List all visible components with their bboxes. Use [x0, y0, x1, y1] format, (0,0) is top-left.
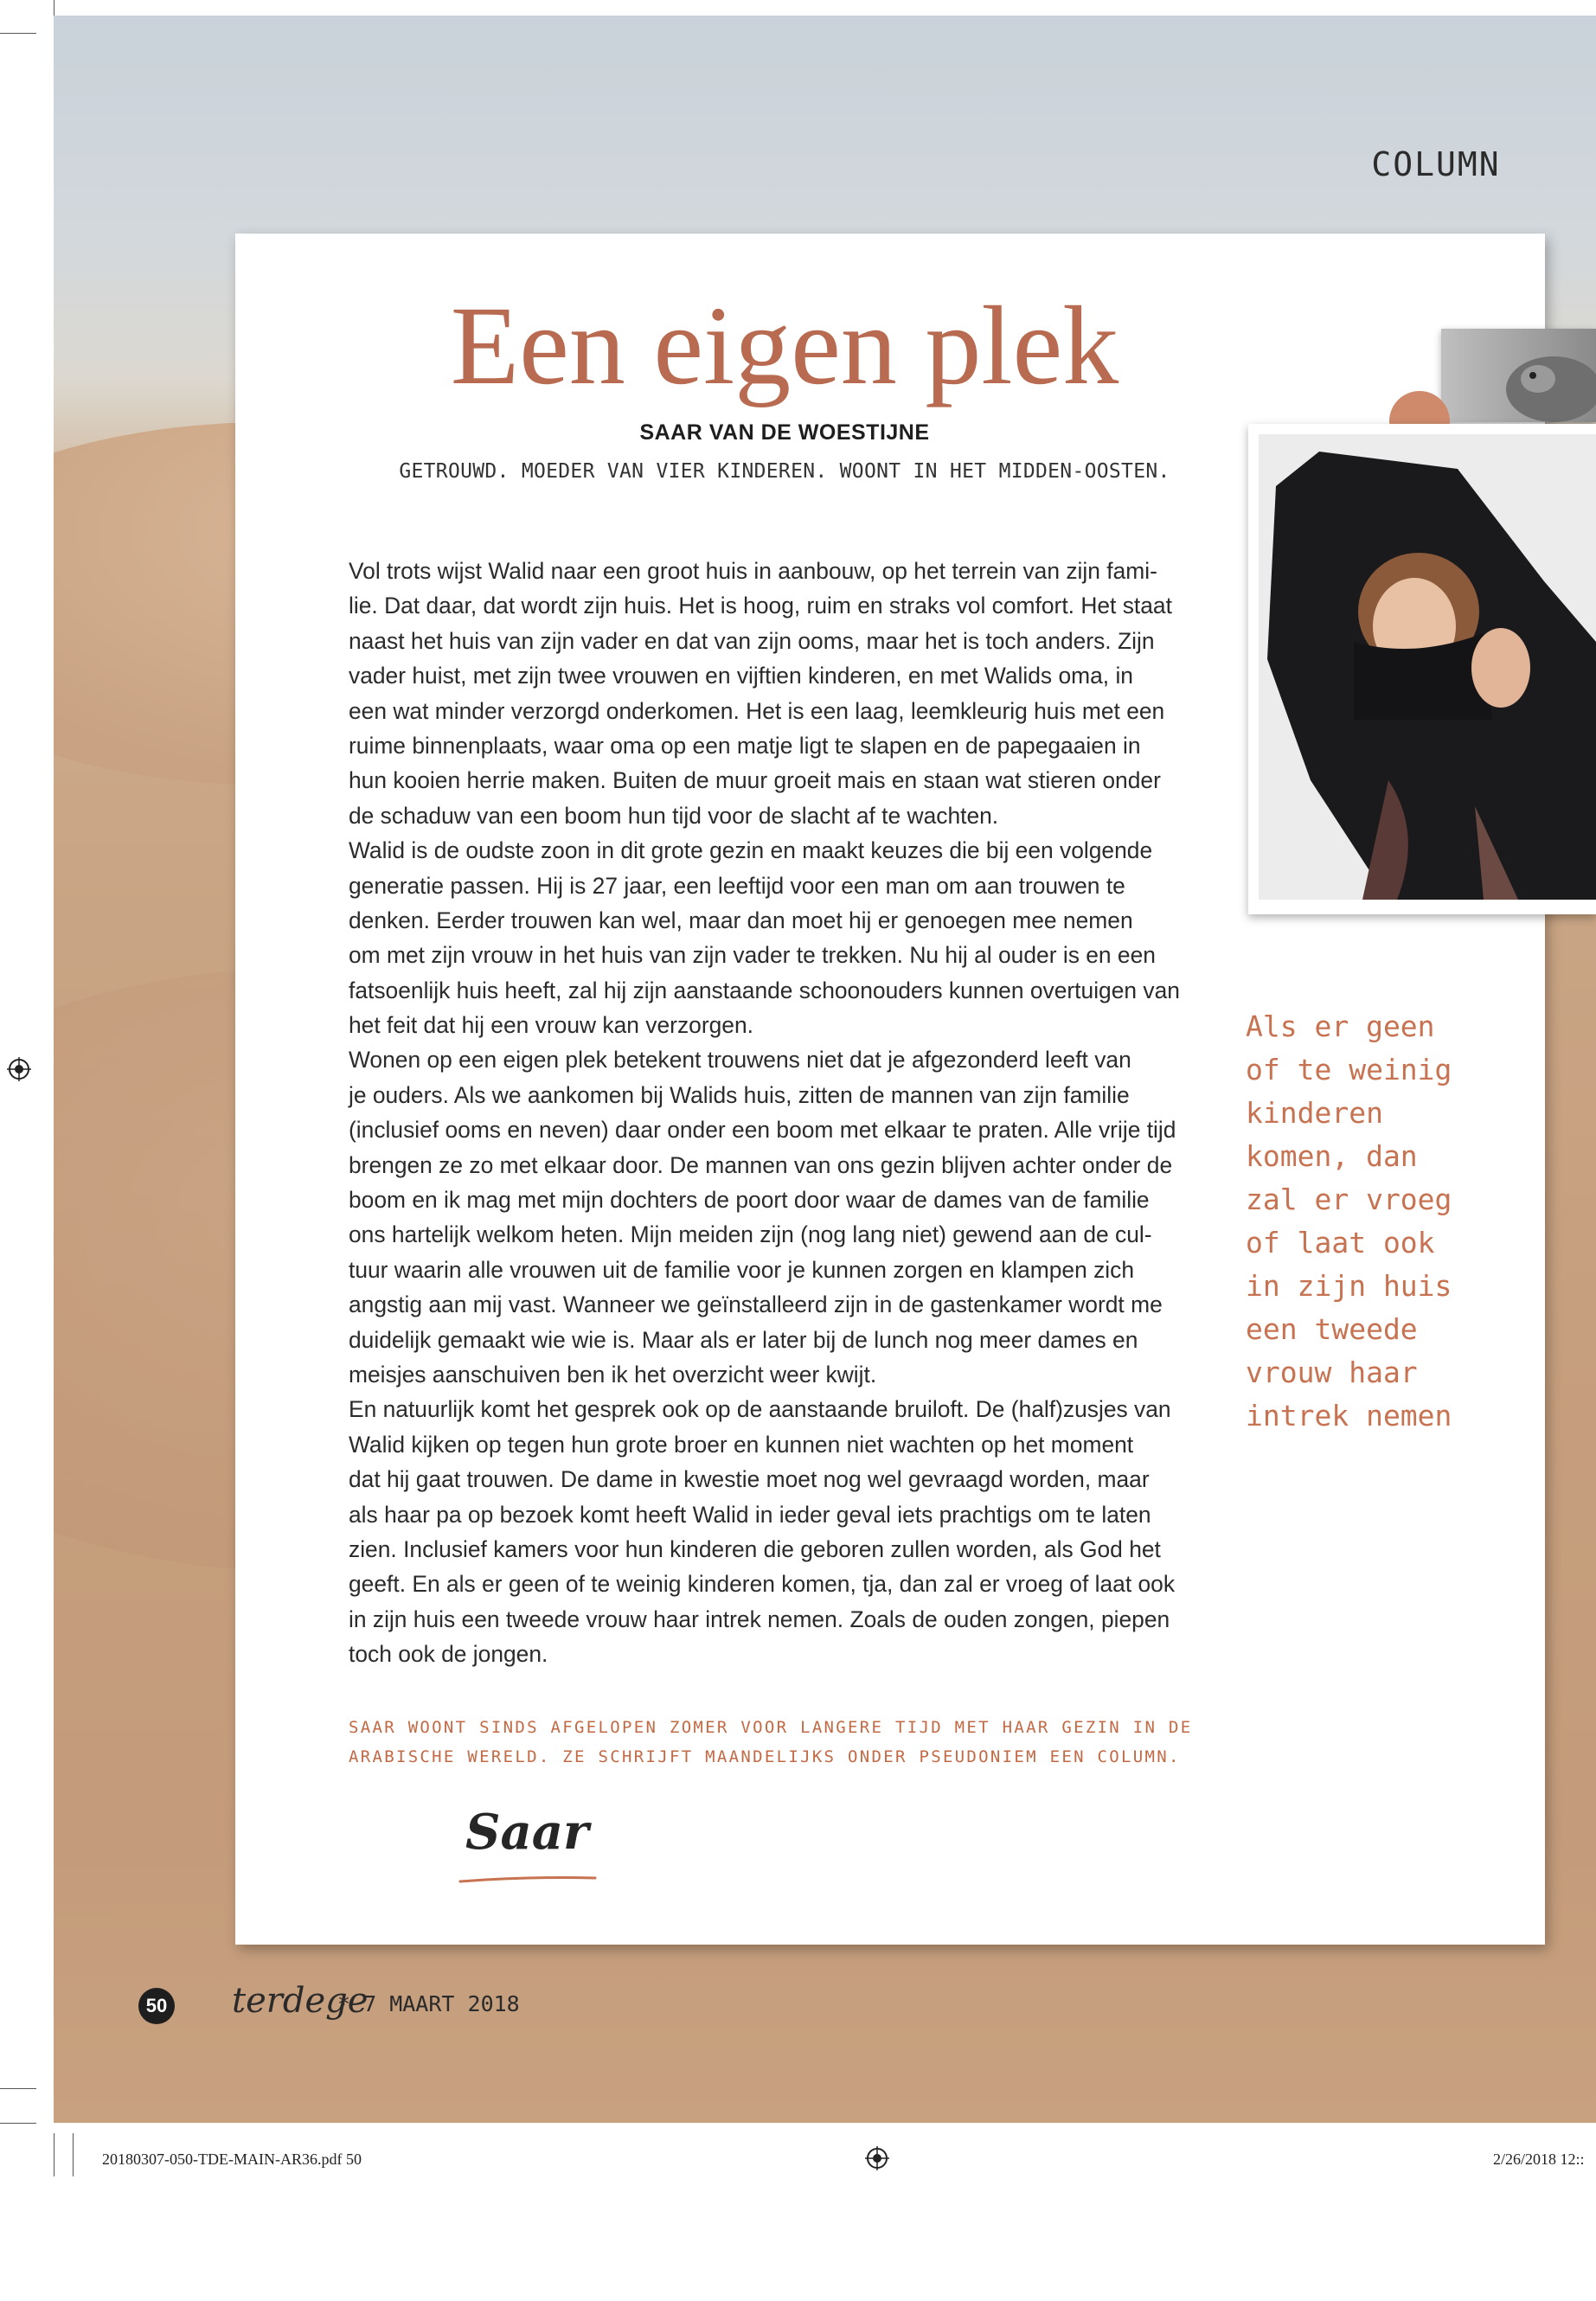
body-line: ons hartelijk welkom heten. Mijn meiden zijn (nog lang niet) gewend aan de cul- — [349, 1221, 1152, 1248]
body-line: dat hij gaat trouwen. De dame in kwestie moet nog wel gevraagd worden, maar — [349, 1466, 1150, 1493]
body-line: fatsoenlijk huis heeft, zal hij zijn aanstaande schoonouders kunnen overtuigen van — [349, 977, 1180, 1003]
body-line: En natuurlijk komt het gesprek ook op de aanstaande bruiloft. De (half)zusjes van — [349, 1396, 1171, 1423]
body-line: de schaduw van een boom hun tijd voor de slacht af te wachten. — [349, 802, 999, 829]
body-line: toch ook de jongen. — [349, 1641, 548, 1668]
camel-photo — [1441, 329, 1596, 422]
body-line: je ouders. Als we aankomen bij Walids huis, zitten de mannen van zijn familie — [349, 1081, 1130, 1108]
body-line: geeft. En als er geen of te weinig kinderen komen, tja, dan zal er vroeg of laat ook — [349, 1571, 1176, 1598]
signature: Saar — [465, 1804, 589, 1861]
body-line: vader huist, met zijn twee vrouwen en vijftien kinderen, en met Walids oma, in — [349, 663, 1133, 689]
body-line: angstig aan mij vast. Wanneer we geïnstalleerd zijn in de gastenkamer wordt me — [349, 1292, 1163, 1318]
author-photo — [1259, 434, 1596, 900]
section-tag: COLUMN — [1371, 145, 1501, 183]
pull-quote-line: of te weinig — [1246, 1053, 1452, 1086]
body-line: generatie passen. Hij is 27 jaar, een leeftijd voor een man om aan trouwen te — [349, 872, 1125, 899]
body-line: ruime binnenplaats, waar oma op een matje ligt te slapen en de papegaaien in — [349, 732, 1141, 759]
pull-quote-line: een tweede — [1246, 1312, 1418, 1346]
body-line: meisjes aanschuiven ben ik het overzicht weer kwijt. — [349, 1361, 877, 1388]
body-line: tuur waarin alle vrouwen uit de familie voor je kunnen zorgen en klampen zich — [349, 1256, 1135, 1283]
magazine-logo: terdege — [232, 1981, 369, 2021]
registration-mark-icon — [865, 2146, 889, 2170]
print-slug-filename: 20180307-050-TDE-MAIN-AR36.pdf 50 — [102, 2150, 362, 2168]
pull-quote-line: zal er vroeg — [1246, 1183, 1452, 1216]
body-line: denken. Eerder trouwen kan wel, maar dan moet hij er genoegen mee nemen — [349, 907, 1133, 933]
body-line: Vol trots wijst Walid naar een groot huis in aanbouw, op het terrein van zijn fami- — [349, 558, 1157, 584]
camel-icon — [1441, 329, 1596, 422]
issue-date: * 7 MAART 2018 — [337, 1991, 520, 2016]
pull-quote-line: intrek nemen — [1246, 1399, 1452, 1433]
article-title: Een eigen plek — [450, 284, 1119, 408]
author-name: SAAR VAN DE WOESTIJNE — [639, 420, 930, 445]
pull-quote-line: komen, dan — [1246, 1139, 1418, 1173]
crop-mark — [0, 2123, 36, 2124]
body-line: Wonen op een eigen plek betekent trouwens niet dat je afgezonderd leeft van — [349, 1047, 1131, 1074]
woman-with-veil-icon — [1259, 434, 1596, 900]
body-line: zien. Inclusief kamers voor hun kinderen die geboren zullen worden, als God het — [349, 1535, 1161, 1562]
author-photo-frame — [1248, 424, 1596, 914]
author-bio: GETROUWD. MOEDER VAN VIER KINDEREN. WOONT IN HET MIDDEN-OOSTEN. — [399, 460, 1170, 483]
footnote-line: ARABISCHE WERELD. ZE SCHRIJFT MAANDELIJKS ONDER PSEUDONIEM EEN COLUMN. — [349, 1747, 1181, 1766]
crop-mark — [0, 33, 36, 34]
footnote-line: SAAR WOONT SINDS AFGELOPEN ZOMER VOOR LANGERE TIJD MET HAAR GEZIN IN DE — [349, 1718, 1193, 1737]
body-line: duidelijk gemaakt wie wie is. Maar als er later bij de lunch nog meer dames en — [349, 1326, 1138, 1353]
body-line: brengen ze zo met elkaar door. De mannen van ons gezin blijven achter onder de — [349, 1151, 1173, 1178]
page-number: 50 — [138, 1988, 175, 2024]
body-line: Walid is de oudste zoon in dit grote gezin en maakt keuzes die bij een volgende — [349, 837, 1153, 864]
author-footnote — [349, 1713, 1231, 1772]
print-slug-date: 2/26/2018 12:: — [1493, 2150, 1585, 2168]
pull-quote — [1246, 1005, 1531, 1438]
body-line: een wat minder verzorgd onderkomen. Het is een laag, leemkleurig huis met een — [349, 697, 1165, 724]
pull-quote-line: of laat ook — [1246, 1226, 1435, 1259]
body-line: in zijn huis een tweede vrouw haar intrek nemen. Zoals de ouden zongen, piepen — [349, 1606, 1170, 1632]
crop-mark — [0, 2088, 36, 2089]
pull-quote-line: Als er geen — [1246, 1009, 1435, 1043]
body-line: (inclusief ooms en neven) daar onder een boom met elkaar te praten. Alle vrije tijd — [349, 1117, 1176, 1144]
body-line: naast het huis van zijn vader en dat van zijn ooms, maar het is toch anders. Zijn — [349, 627, 1155, 654]
body-line: lie. Dat daar, dat wordt zijn huis. Het is hoog, ruim en straks vol comfort. Het staat — [349, 593, 1172, 619]
crop-mark — [73, 2133, 74, 2176]
body-line: als haar pa op bezoek komt heeft Walid in ieder geval iets prachtigs om te laten — [349, 1501, 1151, 1528]
body-line: hun kooien herrie maken. Buiten de muur groeit mais en staan wat stieren onder — [349, 767, 1161, 794]
pull-quote-line: vrouw haar — [1246, 1356, 1418, 1389]
body-line: om met zijn vrouw in het huis van zijn vader te trekken. Nu hij al ouder is en een — [349, 942, 1156, 969]
body-line: het feit dat hij een vrouw kan verzorgen. — [349, 1012, 753, 1039]
body-line: Walid kijken op tegen hun grote broer en kunnen niet wachten op het moment — [349, 1431, 1134, 1458]
signature-underline — [458, 1875, 597, 1884]
registration-mark-icon — [7, 1057, 31, 1081]
pull-quote-line: in zijn huis — [1246, 1269, 1452, 1303]
pull-quote-line: kinderen — [1246, 1096, 1383, 1130]
body-line: boom en ik mag met mijn dochters de poort door waar de dames van de familie — [349, 1187, 1150, 1214]
article-body — [349, 554, 1214, 1672]
